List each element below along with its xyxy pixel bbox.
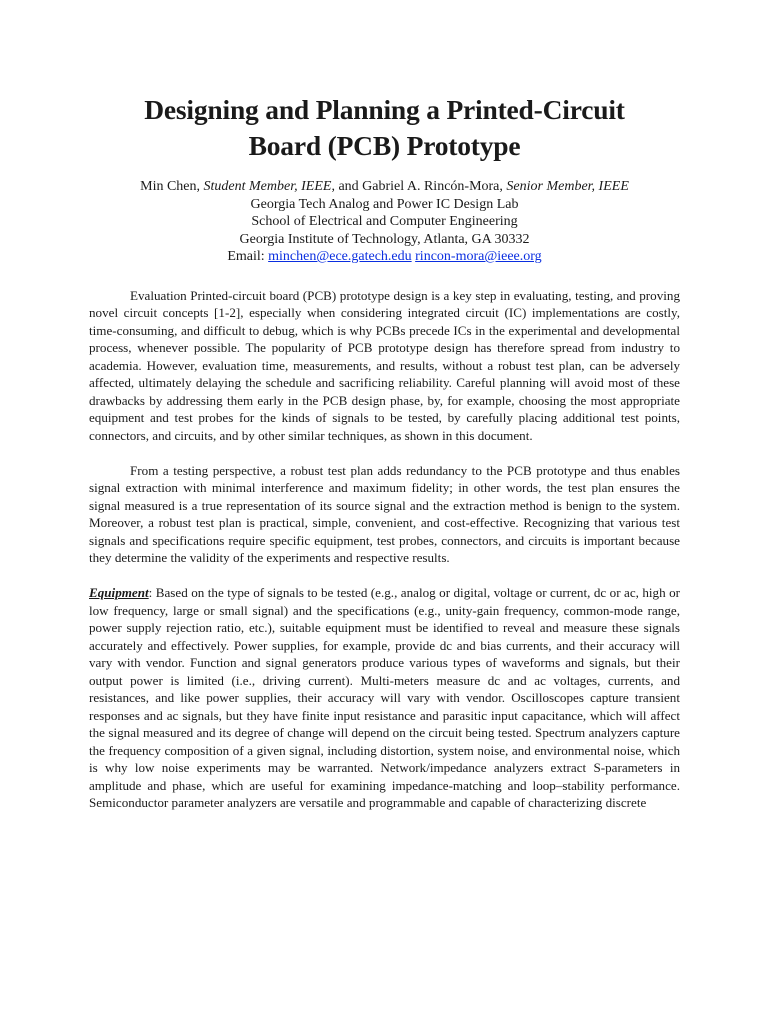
author1-name: Min Chen, xyxy=(140,179,201,194)
paragraph-testing-perspective: From a testing perspective, a robust test plan adds redundancy to the PCB prototype and thus enables signal extraction with minimal interference and maximum fidelity; in other words, the test plan ensures the signal measured is a true representation of its source signal and the extraction method is benign to the system. Moreover, a robust test plan is practical, simple, convenient, and cost-effective. Recognizing that various test signals and specifications require specific equipment, test probes, connectors, and circuits is important because they determine the validity of the experiments and respective results. xyxy=(89,462,680,565)
title-line-1: Designing and Planning a Printed-Circuit xyxy=(144,94,625,125)
equipment-heading: Equipment xyxy=(89,585,149,600)
email-line xyxy=(89,248,680,266)
title-line-2: Board (PCB) Prototype xyxy=(248,130,521,161)
paragraph-equipment xyxy=(89,584,680,812)
equipment-body: : Based on the type of signals to be tested (e.g., analog or digital, voltage or current, dc or ac, high or low frequency, large or small signal) and the specifications (e.g., unity-gain frequency, common-mode range, power supply rejection ratio, etc.), suitable equipment must be identified to reveal and measure these signals accurately and effectively. Power supplies, for example, provide dc and bias currents, and their accuracy will vary with vendor. Function and signal generators produce various types of waveforms and signals, but their output power is limited (i.e., driving current). Multi-meters measure dc and ac voltages, currents, and resistances, and like power supplies, their accuracy will vary with vendor. Oscilloscopes capture transient responses and ac signals, but they have finite input resistance and parasitic input capacitance, which will affect the signal measured and its degree of change will depend on the circuit being tested. Spectrum analyzers capture the frequency composition of a given signal, including distortion, system noise, and environmental noise, which is why low noise experiments may be warranted. Network/impedance analyzers extract S-parameters in amplitude and phase, which are useful for examining impedance-matching and loop–stability performance. Semiconductor parameter analyzers are versatile and programmable and capable of characterizing discrete xyxy=(89,585,680,810)
affiliation-school: School of Electrical and Computer Engineering xyxy=(251,214,518,229)
author1-role: Student Member, IEEE xyxy=(203,179,332,194)
author2-role: Senior Member, IEEE xyxy=(506,179,629,194)
affiliation-lab: Georgia Tech Analog and Power IC Design Lab xyxy=(250,196,519,212)
body-text xyxy=(89,287,680,812)
affiliation-institute: Georgia Institute of Technology, Atlanta, GA 30332 xyxy=(239,231,530,247)
email-link-chen[interactable]: minchen@ece.gatech.edu xyxy=(268,249,412,264)
author-block xyxy=(89,178,680,266)
email-label: Email: xyxy=(227,249,265,264)
paragraph-intro: Evaluation Printed-circuit board (PCB) prototype design is a key step in evaluating, testing, and proving novel circuit concepts [1-2], especially when considering integrated circuit (IC) implementations are costly, time-consuming, and difficult to debug, which is why PCBs precede ICs in the experimental and developmental process, whenever possible. The popularity of PCB prototype design has therefore spread from industry to academia. However, evaluation time, measurements, and results, without a robust test plan, can be adversely affected, ultimately delaying the schedule and sacrificing reliability. Careful planning will avoid most of these drawbacks by addressing them early in the PCB design phase, by, for example, choosing the most appropriate equipment and test probes for the kinds of signals to be tested, by carefully placing additional test points, connectors, and circuits, and by other similar techniques, as shown in this document. xyxy=(89,287,680,443)
email-link-rincon-mora[interactable]: rincon-mora@ieee.org xyxy=(415,249,542,264)
author-connector: , and Gabriel A. Rincón-Mora, xyxy=(331,179,503,194)
paper-title xyxy=(89,92,680,164)
author-line xyxy=(89,178,680,196)
